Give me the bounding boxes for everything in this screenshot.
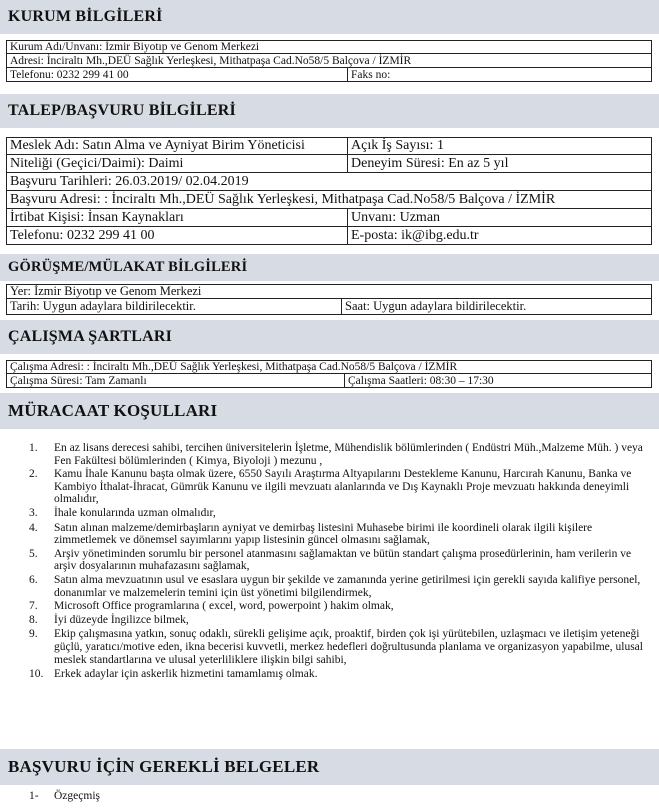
list-item (0, 628, 659, 666)
list-item (0, 468, 659, 506)
section-title: GÖRÜŞME/MÜLAKAT BİLGİLERİ (8, 259, 248, 275)
section-header-gorusme (0, 254, 659, 281)
list-item-text: En az lisans derecesi sahibi, tercihen üniversitelerin İşletme, Mühendislik bölümlerinden ( Endüstri Müh.,Malzeme Müh. ) veya Fen Fakültesi bölümlerinden ( Kimya, Biyoloji ) mezunu , (54, 442, 643, 467)
kurum-phone-row (6, 68, 652, 82)
kurum-name: Kurum Adı/Unvanı: İzmir Biyotıp ve Genom Merkezi (10, 41, 260, 53)
section-title: ÇALIŞMA ŞARTLARI (8, 328, 173, 345)
list-item-number: 1. (29, 442, 38, 454)
list-item-number: 8. (29, 613, 38, 626)
deneyim-suresi: Deneyim Süresi: En az 5 yıl (347, 155, 651, 172)
list-item-number: 5. (29, 547, 38, 560)
section-header-kurum (0, 0, 659, 34)
calisma-adres-row (6, 360, 652, 374)
acik-is-sayisi: Açık İş Sayısı: 1 (347, 138, 651, 154)
gorusme-tarih-row (6, 299, 652, 315)
list-item (0, 548, 659, 573)
gorusme-saat: Saat: Uygun adaylara bildirilecektir. (341, 299, 651, 314)
list-item-number: 9. (29, 628, 38, 641)
list-item-number: 7. (29, 600, 38, 613)
list-item (0, 600, 659, 613)
section-header-belgeler (0, 749, 659, 785)
list-item (0, 442, 659, 467)
section-title: TALEP/BAŞVURU BİLGİLERİ (8, 102, 236, 119)
talep-nitelik-row (6, 155, 652, 173)
calisma-sure-row (6, 374, 652, 388)
basvuru-adresi: Başvuru Adresi: : İnciraltı Mh.,DEÜ Sağlık Yerleşkesi, Mithatpaşa Cad.No58/5 Balçova / İZMİR (10, 191, 556, 207)
list-item-number: 10. (29, 668, 44, 681)
telefonu: Telefonu: 0232 299 41 00 (10, 227, 155, 243)
list-item (0, 668, 659, 681)
talep-meslek-row (6, 137, 652, 155)
e-posta[interactable]: E-posta: ik@ibg.edu.tr (347, 227, 651, 244)
irtibat-kisisi: İrtibat Kişisi: İnsan Kaynakları (10, 209, 184, 225)
list-item-text: Arşiv yönetiminden sorumlu bir personel atanmasını sağlamaktan ve bütün standart çalışma prosedürlerinin, ham verilerin ve arşiv dosyalarının muhafazasını sağlamak, (54, 547, 632, 573)
list-item-number: 3. (29, 506, 38, 519)
list-item-number: 1- (29, 790, 39, 802)
list-item (0, 574, 659, 599)
list-item-text: Ekip çalışmasına yatkın, sonuç odaklı, sürekli gelişime açık, proaktif, birden çok işi yürütebilen, uzlaşmacı ve iletişim yeteneği güçlü, yaratıcı/motive eden, ikna becerisi kuvvetli, merkez hedefleri doğrultusunda planlama ve organizasyon yapabilme, ulusal meslek standartlarına ve ulusal yeterliliklere ilişkin bilgi sahibi, (54, 628, 643, 666)
calisma-suresi: Çalışma Süresi: Tam Zamanlı (10, 374, 147, 387)
list-item-number: 2. (29, 468, 38, 481)
calisma-adresi: Çalışma Adresi: : İnciraltı Mh.,DEÜ Sağlık Yerleşkesi, Mithatpaşa Cad.No58/5 Balçova / İZMİR (10, 361, 458, 373)
niteligi: Niteliği (Geçici/Daimi): Daimi (10, 155, 184, 171)
kurum-fax: Faks no: (347, 68, 651, 81)
list-item (0, 614, 659, 627)
list-item-text: Satın alma mevzuatının usul ve esaslara uygun bir şekilde ve zamanında yerine getirilmesi için gerekli sayıda kalifiye personel, donanımlar ve malzemelerin temini için üst yönetimi bilgilendirmek, (54, 573, 641, 599)
list-item-text: Satın alınan malzeme/demirbaşların ayniyat ve demirbaş listesini Muhasebe birimi ile koordineli olarak ilgili kişilere zimmetlemek ve dönemsel sayımlarını yapıp listesinin güncel olmasını sağlamak, (54, 521, 593, 547)
gorusme-yer: Yer: İzmir Biyotıp ve Genom Merkezi (10, 285, 202, 298)
section-title: BAŞVURU İÇİN GEREKLİ BELGELER (8, 757, 320, 776)
kurum-address-row (6, 54, 652, 68)
section-header-muracaat (0, 393, 659, 429)
list-item (0, 522, 659, 547)
list-item-text: Microsoft Office programlarına ( excel, word, powerpoint ) hakim olmak, (54, 600, 394, 613)
talep-tarihler-row (6, 173, 652, 191)
unvani: Unvanı: Uzman (347, 209, 651, 226)
list-item-number: 4. (29, 521, 38, 534)
kurum-name-row (6, 40, 652, 54)
section-title: KURUM BİLGİLERİ (8, 8, 163, 25)
talep-irtibat-row (6, 209, 652, 227)
gorusme-yer-row (6, 284, 652, 299)
gorusme-tarih: Tarih: Uygun adaylara bildirilecektir. (10, 299, 196, 313)
list-item-number: 6. (29, 573, 38, 586)
section-title: MÜRACAAT KOŞULLARI (8, 401, 218, 420)
section-header-talep (0, 94, 659, 128)
kurum-phone: Telefonu: 0232 299 41 00 (10, 68, 129, 81)
muracaat-list (0, 442, 659, 681)
list-item-text: Erkek adaylar için askerlik hizmetini tamamlamış olmak. (54, 668, 318, 681)
list-item-text: Kamu İhale Kanunu başta olmak üzere, 6550 Sayılı Araştırma Altyapılarını Destekleme Kanunu, Harcırah Kanunu, Banka ve Kambiyo İthalat-İhracat, Gümrük Kanunu ve ilgili mevzuatı alanlarında ve Dış Kaynaklı Proje mevzuatı hakkında deneyimli olmalıdır, (54, 468, 632, 506)
list-item-text: İyi düzeyde İngilizce bilmek, (54, 613, 189, 626)
meslek-adi: Meslek Adı: Satın Alma ve Ayniyat Birim Yöneticisi (10, 138, 305, 153)
calisma-saatleri: Çalışma Saatleri: 08:30 – 17:30 (344, 374, 651, 387)
section-header-calisma (0, 320, 659, 354)
list-item-text: İhale konularında uzman olmalıdır, (54, 506, 216, 519)
basvuru-tarihleri: Başvuru Tarihleri: 26.03.2019/ 02.04.2019 (10, 173, 249, 189)
talep-telefon-row (6, 227, 652, 245)
list-item-text: Özgeçmiş (54, 790, 100, 802)
talep-adres-row (6, 191, 652, 209)
list-item (0, 507, 659, 520)
kurum-address: Adresi: İnciraltı Mh.,DEÜ Sağlık Yerleşkesi, Mithatpaşa Cad.No58/5 Balçova / İZMİR (10, 54, 412, 67)
